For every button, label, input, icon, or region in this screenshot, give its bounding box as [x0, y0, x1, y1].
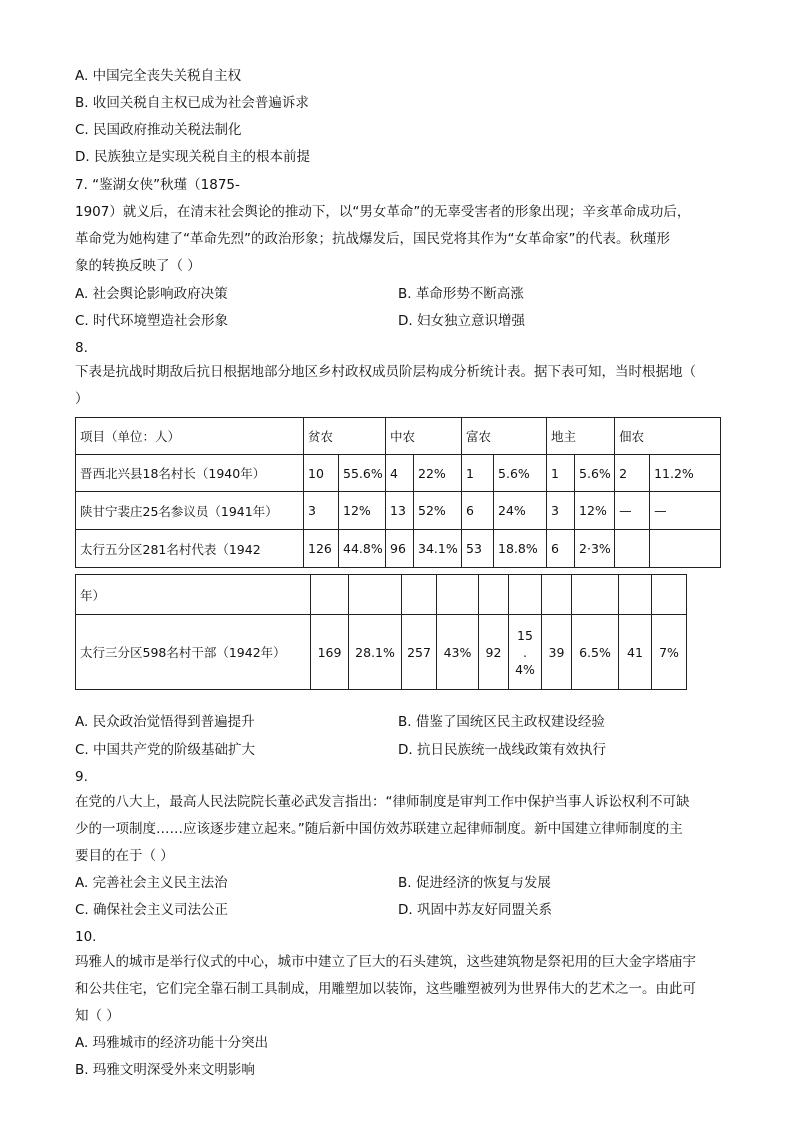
q7-option-b: B. 革命形势不断高涨: [398, 286, 524, 302]
table-cell: 126: [304, 530, 339, 568]
q7-stem-line: 1907）就义后，在清末社会舆论的推动下，以“男女革命”的无辜受害者的形象出现；辛亥革命成功后，: [75, 204, 691, 220]
table-cell: 5.6%: [575, 455, 615, 492]
table-cell: 34.1%: [414, 530, 462, 568]
table-cell: 4: [386, 455, 414, 492]
table-cell: 13: [386, 492, 414, 530]
q10-stem-line: 和公共住宅，它们完全靠石制工具制成，用雕塑加以装饰，这些雕塑被列为世界伟大的艺术之一。由此可: [75, 981, 696, 997]
row-label: 晋西北兴县18名村长（1940年）: [76, 455, 304, 492]
q8-stats-table: [75, 417, 721, 568]
table-cell: 39: [542, 615, 572, 690]
table-cell: [650, 530, 721, 568]
q7-stem-line: 7. “鉴湖女侠”秋瑾（1875-: [75, 177, 240, 193]
q7-stem-line: 象的转换反映了（ ）: [75, 258, 201, 274]
header-landlord: 地主: [547, 418, 615, 455]
table-cell: 28.1%: [349, 615, 402, 690]
header-tenant: 佃农: [615, 418, 721, 455]
table-cell: 11.2%: [650, 455, 721, 492]
q6-option-a: A. 中国完全丧失关税自主权: [75, 68, 242, 84]
q8-number: 8.: [75, 340, 88, 356]
q9-number: 9.: [75, 769, 88, 785]
table-cell: 92: [479, 615, 509, 690]
table-cell: 41: [619, 615, 652, 690]
q10-stem-line: 知（ ）: [75, 1008, 120, 1024]
table-cell: 55.6%: [339, 455, 386, 492]
q7-option-d: D. 妇女独立意识增强: [398, 313, 525, 329]
q9-option-b: B. 促进经济的恢复与发展: [398, 875, 551, 891]
row-label-continued: 年）: [76, 575, 311, 615]
cell-fragment: 4%: [515, 661, 535, 677]
q8-option-a: A. 民众政治觉悟得到普遍提升: [75, 714, 255, 730]
table-cell: 22%: [414, 455, 462, 492]
table-cell: 6: [547, 530, 575, 568]
header-poor-peasant: 贫农: [304, 418, 386, 455]
table-cell: [615, 530, 650, 568]
table-cell: 12%: [339, 492, 386, 530]
q7-option-c: C. 时代环境塑造社会形象: [75, 313, 229, 329]
q8-stats-table-continued: [75, 574, 687, 690]
table-row: [76, 530, 721, 568]
table-cell: 5.6%: [494, 455, 547, 492]
cell-fragment: 15: [517, 627, 533, 643]
q10-stem-line: 玛雅人的城市是举行仪式的中心，城市中建立了巨大的石头建筑，这些建筑物是祭祀用的巨大金字塔庙宇: [75, 954, 696, 970]
table-row: [76, 575, 687, 615]
table-cell: 2: [615, 455, 650, 492]
q7-stem-line: 革命党为她构建了“革命先烈”的政治形象；抗战爆发后，国民党将其作为“女革命家”的代表。秋瑾形: [75, 231, 670, 247]
row-label: 太行三分区598名村干部（1942年）: [76, 615, 311, 690]
table-cell: 53: [462, 530, 494, 568]
table-cell-wrapped: [509, 615, 542, 690]
table-cell: 6: [462, 492, 494, 530]
header-rich-peasant: 富农: [462, 418, 547, 455]
table-cell: 12%: [575, 492, 615, 530]
q6-option-d: D. 民族独立是实现关税自主的根本前提: [75, 149, 310, 165]
table-cell: 44.8%: [339, 530, 386, 568]
q8-stem-line: 下表是抗战时期敌后抗日根据地部分地区乡村政权成员阶层构成分析统计表。据下表可知，当时根据地（: [75, 364, 696, 380]
q9-option-d: D. 巩固中苏友好同盟关系: [398, 902, 552, 918]
q10-option-b: B. 玛雅文明深受外来文明影响: [75, 1062, 255, 1078]
row-label: 太行五分区281名村代表（1942: [76, 530, 304, 568]
header-item: 项目（单位：人）: [76, 418, 304, 455]
q8-option-d: D. 抗日民族统一战线政策有效执行: [398, 742, 606, 758]
table-cell: —: [615, 492, 650, 530]
table-cell: 10: [304, 455, 339, 492]
table-cell: 18.8%: [494, 530, 547, 568]
table-cell: 96: [386, 530, 414, 568]
q9-option-a: A. 完善社会主义民主法治: [75, 875, 228, 891]
q9-stem-line: 在党的八大上，最高人民法院院长董必武发言指出：“律师制度是审判工作中保护当事人诉讼权利不可缺: [75, 794, 690, 810]
q8-option-c: C. 中国共产党的阶级基础扩大: [75, 742, 256, 758]
table-cell: 1: [462, 455, 494, 492]
table-cell: 2·3%: [575, 530, 615, 568]
q9-option-c: C. 确保社会主义司法公正: [75, 902, 229, 918]
q9-stem-line: 少的一项制度……应该逐步建立起来。”随后新中国仿效苏联建立起律师制度。新中国建立律师制度的主: [75, 821, 683, 837]
table-row: [76, 615, 687, 690]
table-cell: 24%: [494, 492, 547, 530]
table-cell: 257: [402, 615, 437, 690]
table-cell: 3: [304, 492, 339, 530]
q9-stem-line: 要目的在于（ ）: [75, 848, 174, 864]
table-cell: 6.5%: [572, 615, 619, 690]
q8-option-b: B. 借鉴了国统区民主政权建设经验: [398, 714, 605, 730]
q10-number: 10.: [75, 929, 97, 945]
cell-fragment: .: [523, 644, 527, 660]
q6-option-c: C. 民国政府推动关税法制化: [75, 122, 242, 138]
q6-option-b: B. 收回关税自主权已成为社会普遍诉求: [75, 95, 309, 111]
q7-option-a: A. 社会舆论影响政府决策: [75, 286, 228, 302]
q10-option-a: A. 玛雅城市的经济功能十分突出: [75, 1035, 269, 1051]
table-cell: 52%: [414, 492, 462, 530]
table-cell: 7%: [652, 615, 687, 690]
table-cell: —: [650, 492, 721, 530]
row-label: 陕甘宁裴庄25名参议员（1941年）: [76, 492, 304, 530]
header-middle-peasant: 中农: [386, 418, 462, 455]
table-cell: 169: [311, 615, 349, 690]
table-header-row: [76, 418, 721, 455]
table-cell: 43%: [437, 615, 479, 690]
table-row: [76, 492, 721, 530]
table-cell: 3: [547, 492, 575, 530]
table-row: [76, 455, 721, 492]
table-cell: 1: [547, 455, 575, 492]
q8-stem-line: ）: [75, 391, 89, 407]
